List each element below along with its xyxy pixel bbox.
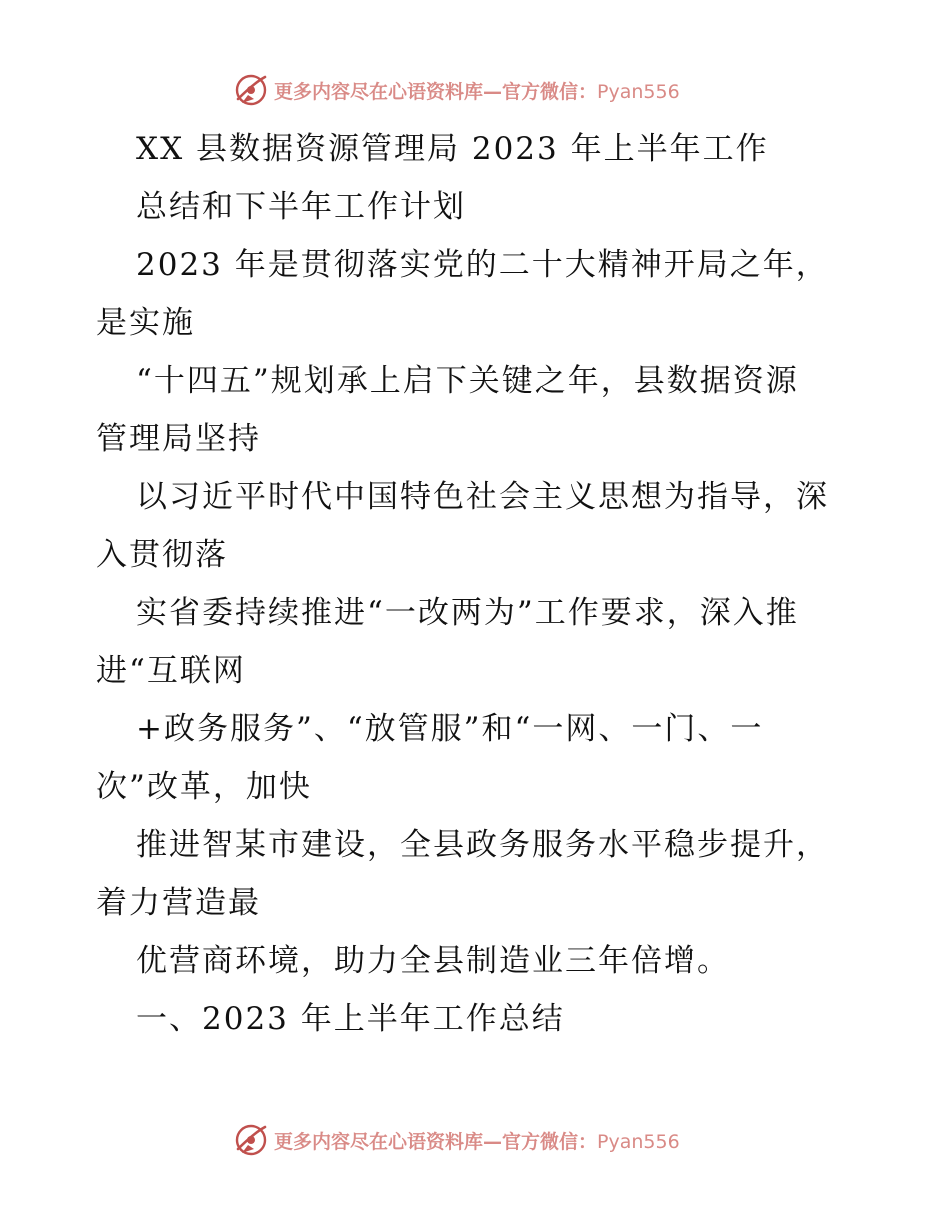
paragraph-line: 入贯彻落 [96,537,228,573]
paragraph-line: 次”改革，加快 [96,769,312,805]
paragraph-line: “十四五”规划承上启下关键之年，县数据资源 [136,363,799,399]
banner-text: 更多内容尽在心语资料库 [274,1130,484,1153]
paragraph-line: 优营商环境，助力全县制造业三年倍增。 [136,943,730,979]
paragraph-line: 以习近平时代中国特色社会主义思想为指导，深 [136,479,829,515]
paragraph-line: 是实施 [96,305,195,341]
pen-logo-icon [232,71,270,109]
footer-watermark-banner [232,1120,680,1160]
banner-wechat-id: Pyan556 [597,1130,680,1153]
paragraph-line: 2023 年是贯彻落实党的二十大精神开局之年， [136,247,829,283]
banner-wechat-label: 官方微信： [502,80,598,103]
banner-text: 更多内容尽在心语资料库 [274,80,484,103]
header-watermark-banner [232,70,680,110]
title-line-1: XX 县数据资源管理局 2023 年上半年工作 [136,131,769,167]
section-heading: 一、2023 年上半年工作总结 [136,1001,565,1037]
paragraph-line: 推进智某市建设，全县政务服务水平稳步提升， [136,827,829,863]
paragraph-line: 管理局坚持 [96,421,261,457]
banner-separator: — [483,80,503,103]
title-line-2: 总结和下半年工作计划 [136,189,466,225]
pen-logo-icon [232,1121,270,1159]
paragraph-line: +政务服务”、“放管服”和“一网、一门、一 [136,711,764,747]
banner-separator: — [483,1130,503,1153]
paragraph-line: 进“互联网 [96,653,246,689]
paragraph-line: 实省委持续推进“一改两为”工作要求，深入推 [136,595,799,631]
banner-wechat-id: Pyan556 [597,80,680,103]
paragraph-line: 着力营造最 [96,885,261,921]
document-body [96,120,856,1048]
banner-wechat-label: 官方微信： [502,1130,598,1153]
